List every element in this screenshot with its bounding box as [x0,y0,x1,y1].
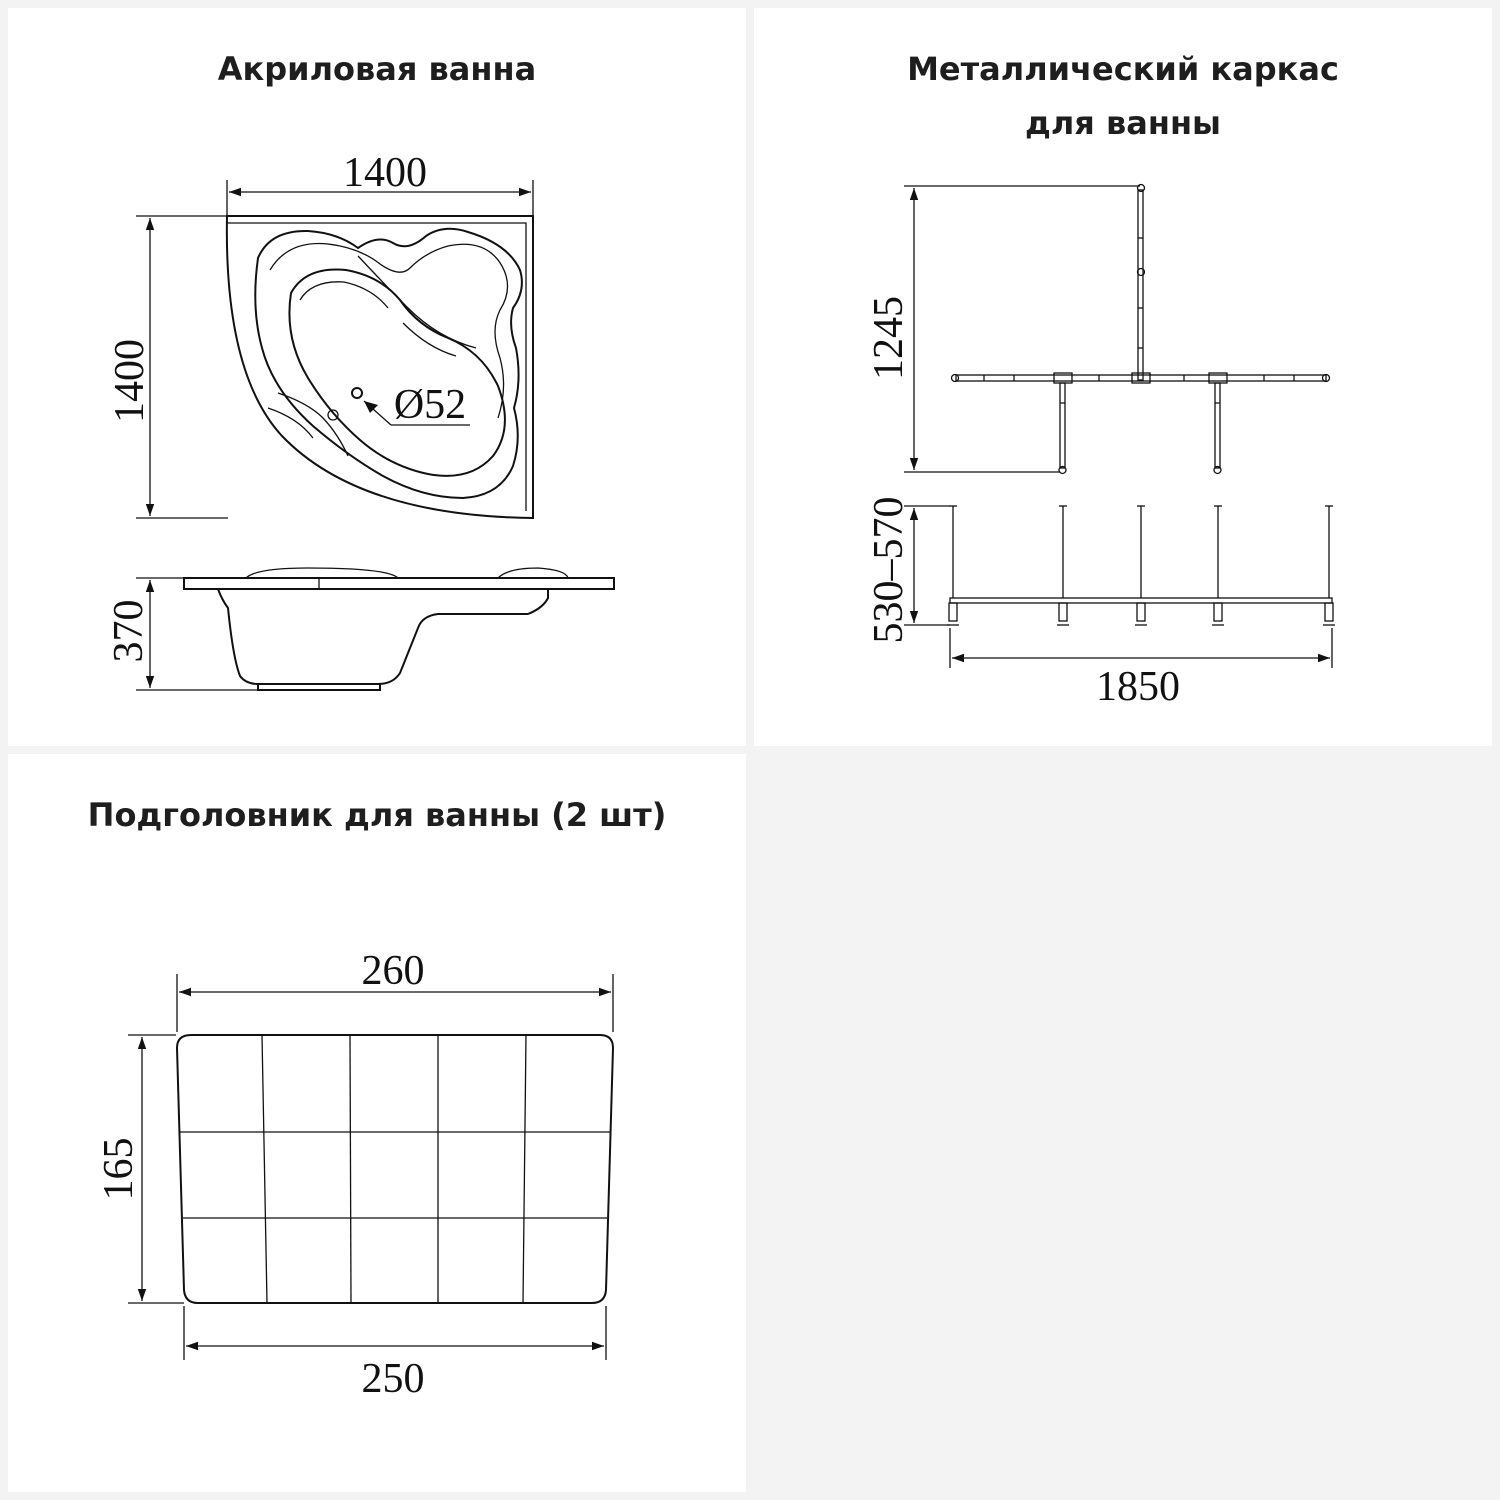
bathtub-plan-view [227,216,533,518]
depth-dimension [107,216,228,518]
frame-drawing [754,8,1492,746]
top-width-dimension [177,948,613,1032]
headrest-panel [8,754,746,1492]
frame-top-view [952,185,1330,474]
length-dimension [950,628,1332,710]
headrest-title: Подголовник для ванны (2 шт) [87,796,667,834]
frame-panel [754,8,1492,746]
height-label: 370 [106,599,152,663]
leg-height-dimension [866,497,950,644]
length-label: 1850 [1096,664,1180,710]
top-height-dimension [866,186,1140,472]
bottom-width-label: 250 [361,1356,425,1402]
leg-height-label: 530–570 [866,496,912,644]
frame-side-view [947,506,1335,625]
frame-title-line2: для ванны [1025,104,1221,142]
bathtub-title: Акриловая ванна [217,50,537,88]
bathtub-side-view [106,568,614,690]
drain-label: Ø52 [393,382,467,428]
top-height-label: 1245 [866,296,912,380]
width-dimension [227,150,533,218]
headrest-drawing [8,754,746,1492]
top-width-label: 260 [361,948,425,994]
depth-label: 1400 [107,339,153,423]
bathtub-drawing [8,8,746,746]
width-label: 1400 [343,150,427,196]
height-label: 165 [96,1137,142,1201]
bottom-width-dimension [184,1306,606,1402]
bathtub-panel [8,8,746,746]
height-dimension [96,1035,184,1303]
headrest-body [177,1035,613,1303]
frame-title-line1: Металлический каркас [907,50,1339,88]
